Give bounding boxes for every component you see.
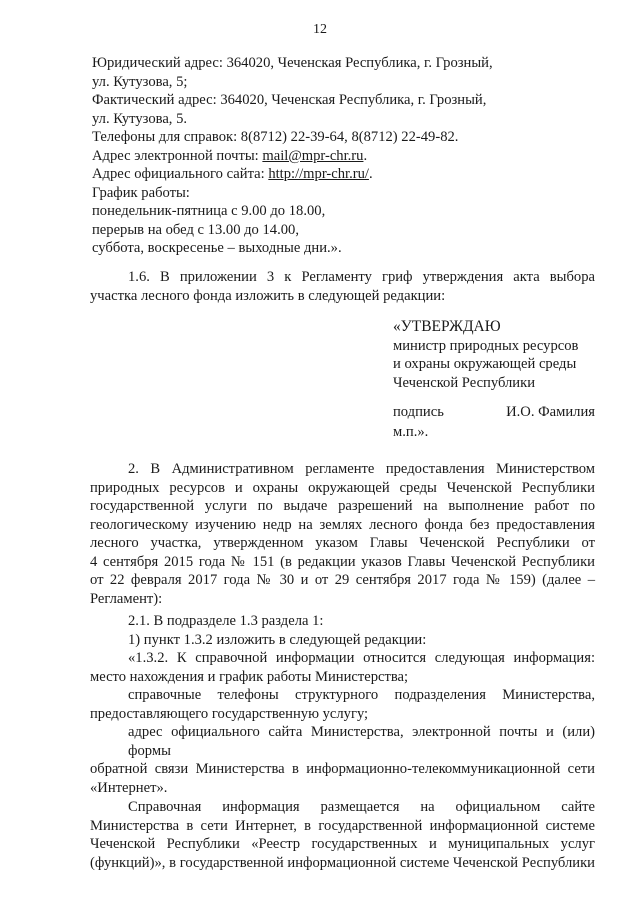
clause-2-1 [90, 612, 595, 872]
actual-address-line-1: Фактический адрес: 364020, Чеченская Республика, г. Грозный, [92, 92, 487, 108]
clause-2-line: лесного участка, утвержденном указом Главы Чеченской Республики от [90, 535, 595, 551]
clause-2-1-p2-line-2: предоставляющего государственную услугу; [90, 705, 369, 722]
clause-2-line: Регламент): [90, 590, 163, 607]
clause-2-line: государственной услуги по выдаче разрешений на выполнение работ по [90, 498, 595, 514]
phones-line: Телефоны для справок: 8(8712) 22-39-64, 8(8712) 22-49-82. [92, 129, 459, 145]
clause-2-1-p3-line-1: адрес официального сайта Министерства, электронной почты и (или) формы [128, 724, 595, 759]
clause-2-1-p3-line-2: обратной связи Министерства в информационно-телекоммуникационной сети [90, 761, 595, 777]
clause-2 [90, 460, 595, 608]
signature-label: подпись [393, 404, 444, 420]
actual-address-line-2: ул. Кутузова, 5. [92, 110, 188, 127]
legal-address-line-2: ул. Кутузова, 5; [92, 73, 188, 90]
clause-1-6-line-1: 1.6. В приложении 3 к Регламенту гриф утверждения акта выбора [128, 269, 595, 285]
schedule-line-3: суббота, воскресенье – выходные дни.». [92, 240, 342, 256]
site-label: Адрес официального сайта: [92, 166, 269, 182]
approval-line-2: и охраны окружающей среды [393, 356, 577, 372]
clause-2-1-p4-line: (функций)», в государственной информационной системе Чеченской Республики [90, 854, 595, 871]
seal-label: м.п.». [393, 424, 429, 440]
site-link[interactable]: http://mpr-chr.ru/ [268, 166, 369, 182]
signatory-name: И.О. Фамилия [506, 404, 595, 420]
clause-2-1-p4-line: Чеченской Республики «Реестр государственных и муниципальных услуг [90, 836, 595, 852]
approval-line-3: Чеченской Республики [393, 374, 536, 391]
schedule-line-1: понедельник-пятница с 9.00 до 18.00, [92, 203, 326, 219]
legal-address-line-1: Юридический адрес: 364020, Чеченская Республика, г. Грозный, [92, 55, 493, 71]
clause-1-6-line-2: участка лесного фонда изложить в следующей редакции: [90, 287, 446, 304]
approval-heading: «УТВЕРЖДАЮ [393, 318, 501, 335]
schedule-line-2: перерыв на обед с 13.00 до 14.00, [92, 221, 299, 238]
clause-2-1-item-1: 1) пункт 1.3.2 изложить в следующей редакции: [128, 631, 427, 648]
contact-block [92, 54, 493, 258]
site-end: . [368, 166, 373, 182]
clause-2-line: 2. В Административном регламенте предоставления Министерством [128, 461, 595, 477]
clause-2-line: природных ресурсов и охраны окружающей среды Чеченской Республики [90, 479, 595, 496]
email-link[interactable]: mail@mpr-chr.ru [262, 147, 364, 164]
clause-2-line: геологическому изучению недр на землях лесного фонда без предоставления [90, 516, 595, 533]
clause-2-1-p3-line-3: «Интернет». [90, 779, 168, 796]
page-number: 12 [313, 22, 327, 37]
clause-2-1-p4-line: Министерства в сети Интернет, в государственной информационной системе [90, 817, 595, 834]
clause-1-6 [90, 268, 595, 305]
schedule-title: График работы: [92, 184, 190, 201]
email-line [92, 147, 493, 166]
clause-2-1-p1-line-2: место нахождения и график работы Министерства; [90, 668, 409, 685]
clause-2-1-p4-line: Справочная информация размещается на официальном сайте [128, 799, 595, 815]
approval-line-1: министр природных ресурсов [393, 337, 579, 354]
clause-2-line: 4 сентября 2015 года № 151 (в редакции указов Главы Чеченской Республики [90, 553, 595, 570]
clause-2-1-p1-line-1: «1.3.2. К справочной информации относится следующая информация: [128, 650, 595, 666]
site-line [92, 165, 493, 184]
clause-2-line: от 22 февраля 2017 года № 30 и от 29 сентября 2017 года № 159) (далее – [90, 572, 595, 588]
clause-2-1-p2-line-1: справочные телефоны структурного подразделения Министерства, [128, 687, 595, 703]
email-label: Адрес электронной почты: [92, 147, 263, 164]
email-end: . [363, 147, 368, 164]
approval-block [393, 318, 578, 392]
clause-2-1-intro: 2.1. В подразделе 1.3 раздела 1: [128, 613, 324, 629]
